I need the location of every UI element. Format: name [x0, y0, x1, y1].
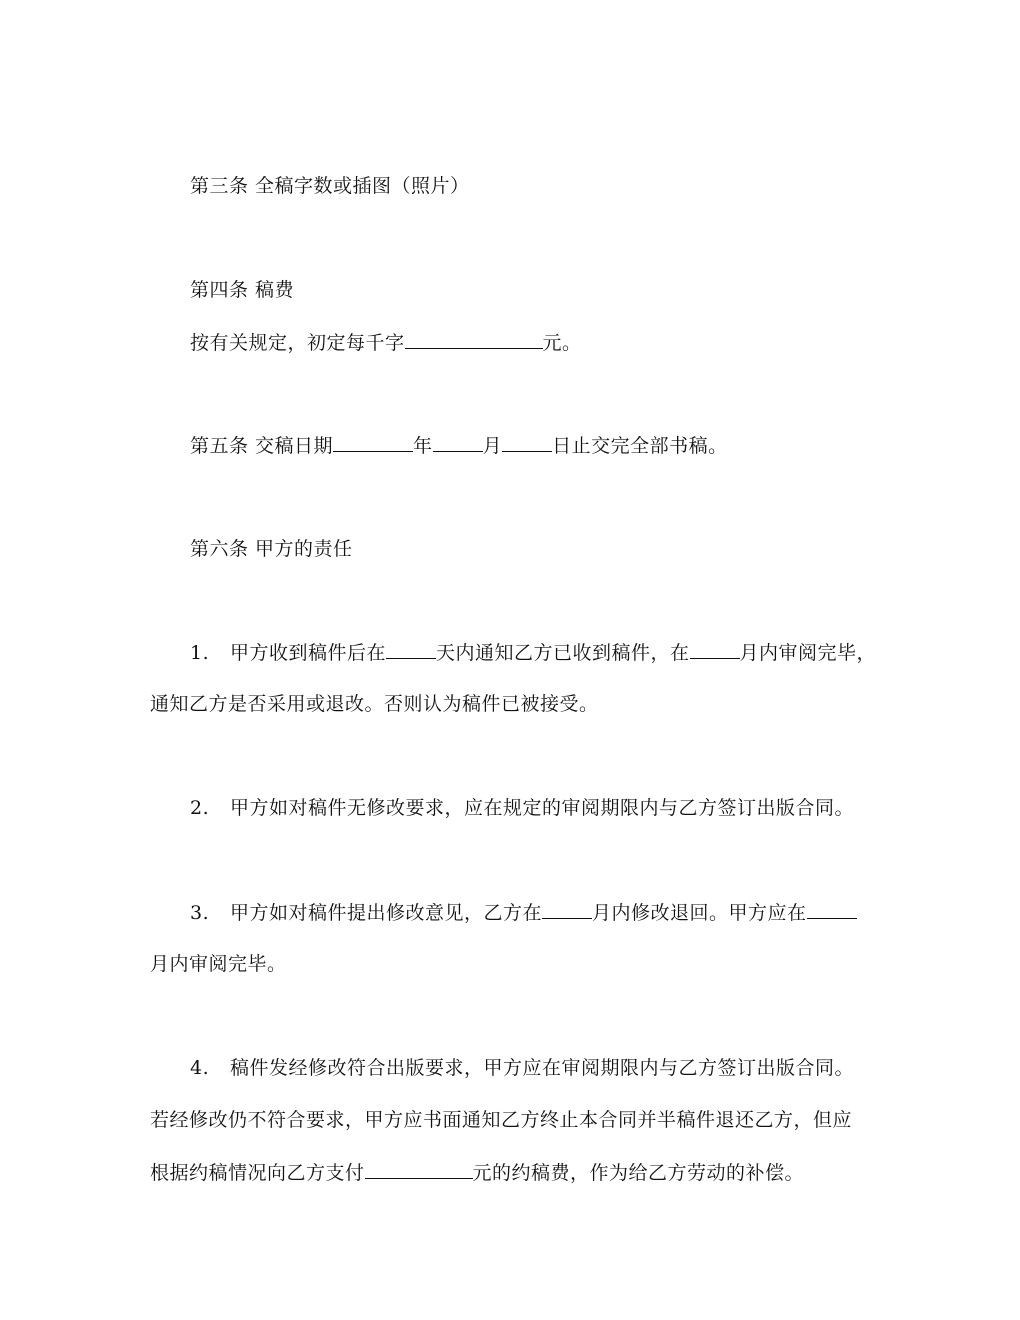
item-3-number: 3.	[190, 902, 210, 924]
year-blank	[333, 433, 413, 452]
item-2-text: 甲方如对稿件无修改要求，应在规定的审阅期限内与乙方签订出版合同。	[230, 797, 855, 819]
draft-fee-blank	[365, 1160, 473, 1179]
fee-amount-blank	[405, 330, 543, 349]
article-4-fee-line	[190, 330, 582, 355]
item-1-months-blank	[690, 640, 740, 659]
month-label: 月	[482, 435, 503, 457]
item-4-text-1: 稿件发经修改符合出版要求，甲方应在审阅期限内与乙方签订出版合同。	[230, 1057, 855, 1079]
article-5-line	[190, 433, 728, 458]
item-4-line-2: 若经修改仍不符合要求，甲方应书面通知乙方终止本合同并半稿件退还乙方，但应	[150, 1109, 853, 1131]
item-1-part-3: 月内审阅完毕，	[739, 642, 877, 664]
item-3-line-1	[190, 900, 857, 925]
item-1-days-blank	[386, 640, 436, 659]
article-3-heading: 第三条 全稿字数或插图（照片）	[190, 175, 470, 197]
article-5-prefix: 第五条 交稿日期	[190, 435, 334, 457]
item-3-review-months-blank	[807, 900, 857, 919]
item-4-line-1	[190, 1056, 854, 1080]
item-1-number: 1.	[190, 642, 210, 664]
fee-line-prefix: 按有关规定，初定每千字	[190, 332, 405, 354]
article-6-heading: 第六条 甲方的责任	[190, 538, 353, 560]
item-1-line-2: 通知乙方是否采用或退改。否则认为稿件已被接受。	[150, 693, 599, 715]
item-1-line-1	[190, 640, 876, 665]
item-4-line-3-suffix: 元的约稿费，作为给乙方劳动的补偿。	[472, 1162, 805, 1184]
item-4-number: 4.	[190, 1057, 210, 1079]
article-5-suffix: 日止交完全部书稿。	[552, 435, 728, 457]
item-3-part-1: 甲方如对稿件提出修改意见，乙方在	[230, 902, 543, 924]
article-4-heading: 第四条 稿费	[190, 279, 295, 301]
year-label: 年	[413, 435, 433, 457]
item-3-line-2: 月内审阅完毕。	[150, 953, 287, 975]
item-2-number: 2.	[190, 797, 210, 819]
item-2-line	[190, 796, 854, 820]
month-blank	[433, 433, 483, 452]
item-1-part-1: 甲方收到稿件后在	[230, 642, 387, 664]
item-3-part-2: 月内修改退回。甲方应在	[592, 902, 807, 924]
day-blank	[502, 433, 552, 452]
item-1-part-2: 天内通知乙方已收到稿件，在	[436, 642, 690, 664]
fee-line-suffix: 元。	[542, 332, 582, 354]
item-4-line-3-prefix: 根据约稿情况向乙方支付	[150, 1162, 365, 1184]
item-3-revise-months-blank	[542, 900, 592, 919]
item-4-line-3	[150, 1160, 804, 1185]
